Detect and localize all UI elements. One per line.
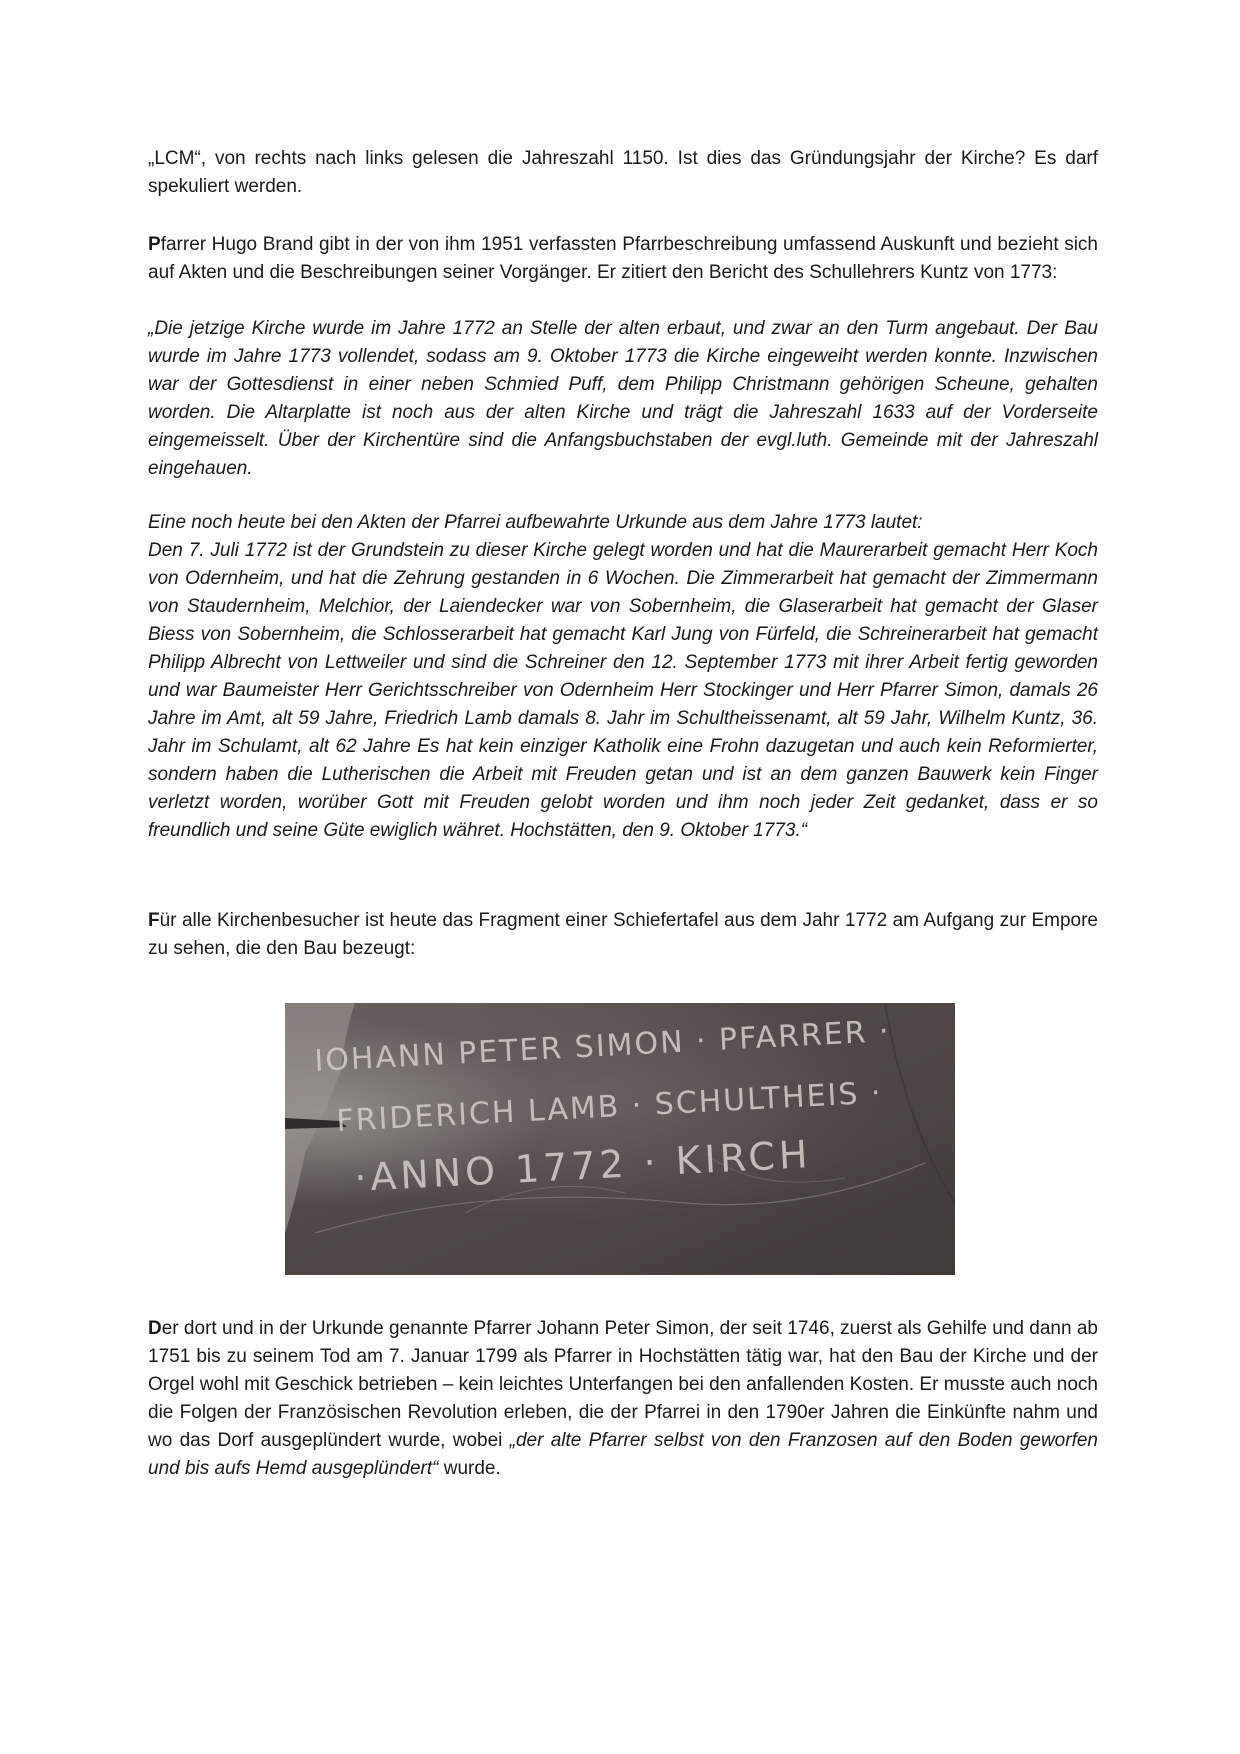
document-page (148, 145, 1098, 1483)
quote-inline: „der alte Pfarrer selbst von den Franzosen auf den Boden geworfen und bis aufs Hemd ausgeplündert“ (148, 1430, 1098, 1479)
paragraph-text: ür alle Kirchenbesucher ist heute das Fragment einer Schiefertafel aus dem Jahr 1772 am Aufgang zur Empore zu sehen, die den Bau bezeugt: (148, 910, 1098, 959)
inscription-line-1: IOHANN PETER SIMON · PFARRER · (313, 1013, 892, 1079)
paragraph-pfarrer-brand (148, 231, 1098, 287)
paragraph-intro: „LCM“, von rechts nach links gelesen die Jahreszahl 1150. Ist dies das Gründungsjahr der Kirche? Es darf spekuliert werden. (148, 148, 1098, 197)
inscription-line-2: FRIDERICH LAMB · SCHULTHEIS · (335, 1075, 884, 1139)
paragraph-text-end: wurde. (438, 1458, 501, 1479)
drop-letter: F (148, 910, 160, 931)
quote-urkunde: Den 7. Juli 1772 ist der Grundstein zu dieser Kirche gelegt worden und hat die Maurerarbeit gemacht Herr Koch von Odernheim, und hat die Zehrung gestanden in 6 Wochen. Die Zimmerarbeit hat gemacht der Zimmermann von Staudernheim, Melchior, der Laiendecker war von Sobernheim, die Glaserarbeit hat gemacht der Glaser Biess von Sobernheim, die Schlosserarbeit hat gemacht Karl Jung von Fürfeld, die Schreinerarbeit hat gemacht Philipp Albrecht von Lettweiler und sind die Schreiner den 12. September 1773 mit ihrer Arbeit fertig geworden und war Baumeister Herr Gerichtsschreiber von Odernheim Herr Stockinger und Herr Pfarrer Simon, damals 26 Jahre im Amt, alt 59 Jahre, Friedrich Lamb damals 8. Jahr im Schultheissenamt, alt 59 Jahr, Wilhelm Kuntz, 36. Jahr im Schulamt, alt 62 Jahre Es hat kein einziger Katholik eine Frohn dazugetan und auch kein Reformierter, sondern haben die Lutherischen die Arbeit mit Freuden getan und ist an dem ganzen Bauwerk kein Finger verletzt worden, worüber Gott mit Freuden gelobt worden und ihm noch jeder Zeit gedanket, dass er so freundlich und seine Güte ewiglich währet. Hochstätten, den 9. Oktober 1773.“ (148, 540, 1098, 841)
paragraph-simon (148, 1315, 1098, 1483)
inscription-line-3: ·ANNO 1772 · KIRCH (353, 1132, 813, 1200)
quote-kuntz-report: „Die jetzige Kirche wurde im Jahre 1772 an Stelle der alten erbaut, und zwar an den Turm angebaut. Der Bau wurde im Jahre 1773 vollendet, sodass am 9. Oktober 1773 die Kirche eingeweiht werden konnte. Inzwischen war der Gottesdienst in einer neben Schmied Puff, dem Philipp Christmann gehörigen Scheune, gehalten worden. Die Altarplatte ist noch aus der alten Kirche und trägt die Jahreszahl 1633 auf der Vorderseite eingemeisselt. Über der Kirchentüre sind die Anfangsbuchstaben der evgl.luth. Gemeinde mit der Jahreszahl eingehauen. (148, 318, 1098, 479)
slate-tablet-image (285, 1003, 955, 1275)
paragraph-text: farrer Hugo Brand gibt in der von ihm 1951 verfassten Pfarrbeschreibung umfassend Auskunft und bezieht sich auf Akten und die Beschreibungen seiner Vorgänger. Er zitiert den Bericht des Schullehrers Kuntz von 1773: (148, 234, 1098, 283)
paragraph-text: er dort und in der Urkunde genannte Pfarrer Johann Peter Simon, der seit 1746, zuerst als Gehilfe und dann ab 1751 bis zu seinem Tod am 7. Januar 1799 als Pfarrer in Hochstätten tätig war, hat den Bau der Kirche und der Orgel wohl mit Geschick betrieben – kein leichtes Unterfangen bei den anfallenden Kosten. Er musste auch noch die Folgen der Französischen Revolution erleben, die der Pfarrei in den 1790er Jahren die Einkünfte nahm und wo das Dorf ausgeplündert wurde, wobei (148, 1318, 1098, 1451)
slate-tablet-photo (285, 1003, 955, 1275)
drop-letter: P (148, 234, 161, 255)
drop-letter: D (148, 1318, 162, 1339)
quote-urkunde-intro: Eine noch heute bei den Akten der Pfarrei aufbewahrte Urkunde aus dem Jahre 1773 lautet: (148, 512, 923, 533)
paragraph-schiefertafel (148, 907, 1098, 963)
